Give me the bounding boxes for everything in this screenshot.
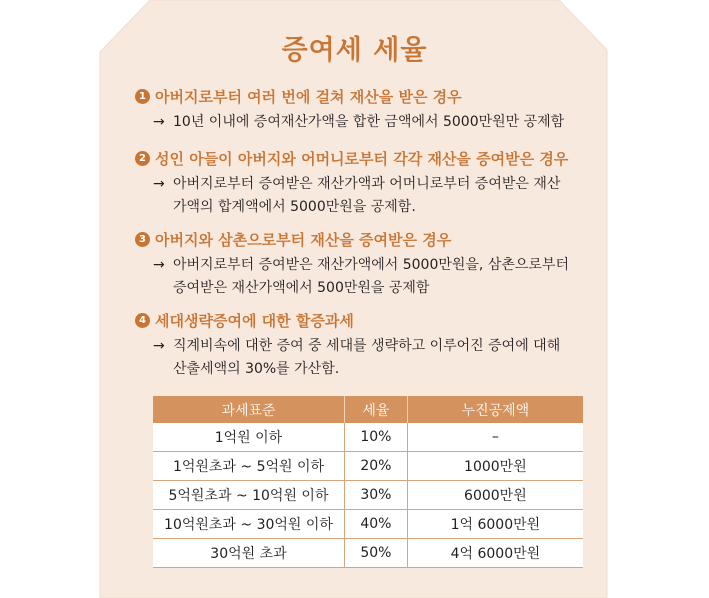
table-cell: 30억원 초과 [153,539,344,568]
table-cell: 4억 6000만원 [407,539,583,568]
section-body-text: 직계비속에 대한 증여 중 세대를 생략하고 이루어진 증여에 대해 산출세액의 30%를 가산함. [173,338,561,377]
table-cell: 1억원 이하 [153,423,344,452]
section-heading-text: 세대생략증여에 대한 할증과세 [155,311,354,330]
table-header-row [153,396,583,423]
number-badge: 3 [135,232,150,247]
number-badge: 1 [135,89,150,104]
table-row [153,452,583,481]
table-cell: – [407,423,583,452]
table-cell: 1000만원 [407,452,583,481]
number-badge: 2 [135,151,150,166]
table-cell: 1억원초과 ~ 5억원 이하 [153,452,344,481]
table-cell: 10% [344,423,407,452]
section-heading [135,147,605,169]
section-3 [135,228,605,300]
section-heading-text: 성인 아들이 아버지와 어머니로부터 각각 재산을 증여받은 경우 [155,149,569,168]
arrow-icon: → [153,176,165,192]
column-header-tax-base: 과세표준 [153,396,344,423]
table-cell: 30% [344,481,407,510]
section-heading-text: 아버지와 삼촌으로부터 재산을 증여받은 경우 [155,230,452,249]
column-header-deduction: 누진공제액 [407,396,583,423]
arrow-icon: → [153,257,165,273]
section-heading [135,85,605,107]
section-4 [135,309,605,381]
table-cell: 20% [344,452,407,481]
section-body [135,335,605,381]
tax-rate-table [153,396,583,568]
section-heading [135,309,605,331]
table-row [153,423,583,452]
table-cell: 40% [344,510,407,539]
section-body [135,111,605,134]
section-body-text: 아버지로부터 증여받은 재산가액과 어머니로부터 증여받은 재산가액의 합계액에서 5000만원을 공제함. [173,176,561,215]
table-row [153,539,583,568]
column-header-rate: 세율 [344,396,407,423]
section-body [135,254,605,300]
section-heading-text: 아버지로부터 여러 번에 걸쳐 재산을 받은 경우 [155,87,462,106]
section-1 [135,85,605,134]
table-row [153,481,583,510]
table-row [153,510,583,539]
table-cell: 10억원초과 ~ 30억원 이하 [153,510,344,539]
table-cell: 1억 6000만원 [407,510,583,539]
table-cell: 5억원초과 ~ 10억원 이하 [153,481,344,510]
section-2 [135,147,605,219]
section-body-text: 10년 이내에 증여재산가액을 합한 금액에서 5000만원만 공제함 [173,114,565,130]
arrow-icon: → [153,114,165,130]
table-cell: 6000만원 [407,481,583,510]
number-badge: 4 [135,313,150,328]
section-heading [135,228,605,250]
page-title: 증여세 세율 [281,35,428,66]
section-body-text: 아버지로부터 증여받은 재산가액에서 5000만원을, 삼촌으로부터 증여받은 재산가액에서 500만원을 공제함 [173,257,569,296]
arrow-icon: → [153,338,165,354]
table-cell: 50% [344,539,407,568]
section-body [135,173,605,219]
